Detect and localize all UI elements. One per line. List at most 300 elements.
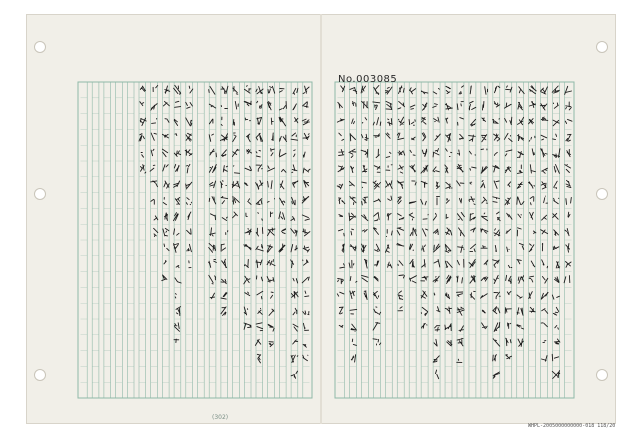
handwritten-character <box>434 244 441 252</box>
handwritten-character <box>245 292 250 296</box>
handwritten-character <box>541 117 548 120</box>
handwritten-character <box>280 135 287 141</box>
handwritten-character <box>481 181 485 188</box>
handwritten-character <box>221 292 227 299</box>
handwritten-character <box>433 149 439 157</box>
handwritten-character <box>446 293 450 299</box>
handwritten-character <box>340 264 345 268</box>
handwritten-character <box>269 342 273 347</box>
handwritten-character <box>232 181 240 188</box>
handwritten-character <box>518 276 524 284</box>
handwritten-character <box>387 213 391 220</box>
handwritten-character <box>293 88 298 94</box>
handwritten-character <box>457 259 464 267</box>
handwritten-character <box>457 181 464 186</box>
handwritten-character <box>209 197 216 204</box>
handwritten-character <box>279 117 286 126</box>
handwritten-character <box>291 133 298 140</box>
handwritten-character <box>553 120 559 126</box>
handwritten-character <box>541 182 546 189</box>
handwritten-character <box>245 118 250 121</box>
handwritten-character <box>485 87 488 95</box>
handwritten-character <box>386 133 390 138</box>
handwritten-character <box>388 119 392 126</box>
handwritten-character <box>256 87 263 94</box>
handwritten-character <box>458 118 464 126</box>
handwritten-character <box>481 213 487 221</box>
handwritten-character <box>162 149 167 157</box>
handwritten-character <box>303 355 308 361</box>
handwritten-character <box>303 260 309 265</box>
handwritten-character <box>494 292 500 299</box>
handwritten-character <box>457 164 463 172</box>
handwritten-character <box>293 340 298 344</box>
handwritten-character <box>446 228 452 235</box>
handwritten-character <box>470 244 476 251</box>
handwritten-character <box>505 167 510 173</box>
handwritten-character <box>279 244 285 252</box>
handwritten-character <box>175 294 176 298</box>
handwritten-character <box>445 324 451 331</box>
handwritten-character <box>433 89 439 94</box>
handwritten-character <box>221 105 227 108</box>
handwritten-character <box>256 133 263 141</box>
handwritten-character <box>541 149 548 157</box>
handwritten-character <box>541 323 547 327</box>
handwritten-character <box>352 101 356 106</box>
handwritten-character <box>268 102 272 110</box>
handwritten-character <box>341 86 345 92</box>
handwritten-character <box>373 291 378 298</box>
handwritten-character <box>529 136 535 141</box>
handwritten-character <box>445 307 451 314</box>
handwritten-character <box>542 260 548 268</box>
handwritten-character <box>422 133 426 141</box>
handwritten-character <box>174 229 179 235</box>
handwritten-character <box>267 277 274 283</box>
handwritten-character <box>517 165 522 173</box>
handwritten-character <box>244 276 250 284</box>
handwritten-character <box>361 150 368 158</box>
handwritten-character <box>445 261 452 267</box>
handwritten-character <box>421 291 427 298</box>
handwritten-character <box>271 292 274 298</box>
handwritten-character <box>553 307 558 315</box>
handwritten-character <box>423 214 428 219</box>
handwritten-character <box>506 338 511 346</box>
handwritten-character <box>164 244 169 251</box>
handwritten-character <box>388 262 392 268</box>
handwritten-character <box>409 119 415 125</box>
handwritten-character <box>244 323 251 329</box>
handwritten-character <box>458 150 460 155</box>
handwritten-character <box>186 102 193 108</box>
handwritten-character <box>446 214 448 218</box>
handwritten-character <box>542 309 548 314</box>
handwritten-character <box>409 213 414 220</box>
handwritten-character <box>337 119 344 122</box>
handwritten-character <box>209 243 216 252</box>
handwritten-character <box>291 291 298 298</box>
handwritten-character <box>566 134 571 141</box>
handwritten-character <box>529 292 533 299</box>
handwritten-character <box>469 197 475 205</box>
handwritten-character <box>233 196 240 204</box>
handwritten-character <box>232 149 239 156</box>
handwritten-character <box>271 149 275 156</box>
handwritten-character <box>364 259 367 268</box>
handwritten-character <box>339 325 343 327</box>
handwritten-character <box>374 307 381 315</box>
handwritten-character <box>435 134 441 140</box>
handwritten-character <box>567 149 571 156</box>
handwritten-character <box>176 307 181 316</box>
handwritten-character <box>542 215 547 220</box>
handwritten-character <box>258 308 262 314</box>
handwritten-character <box>517 228 521 236</box>
handwritten-character <box>388 196 392 200</box>
handwritten-character <box>566 262 572 268</box>
handwritten-character <box>531 261 535 267</box>
handwritten-character <box>174 181 180 187</box>
handwritten-character <box>174 85 181 94</box>
handwritten-character <box>470 214 475 221</box>
handwritten-character <box>565 119 572 123</box>
handwritten-character <box>140 102 144 106</box>
handwritten-character <box>174 323 179 332</box>
handwritten-character <box>421 118 426 125</box>
handwritten-character <box>350 309 357 314</box>
handwritten-character <box>412 181 416 185</box>
handwritten-character <box>386 181 393 189</box>
handwritten-character <box>517 197 524 205</box>
handwritten-character <box>339 307 343 314</box>
handwritten-character <box>471 228 476 232</box>
handwritten-character <box>436 370 439 379</box>
handwritten-character <box>446 182 452 188</box>
handwritten-character <box>422 149 427 156</box>
handwritten-character <box>508 265 511 267</box>
handwritten-character <box>375 261 379 266</box>
handwritten-character <box>544 196 548 203</box>
handwritten-character <box>493 166 499 173</box>
handwritten-character <box>303 311 309 315</box>
handwritten-character <box>375 244 380 251</box>
handwritten-character <box>543 341 546 343</box>
handwritten-character <box>568 212 570 217</box>
handwritten-character <box>245 166 252 171</box>
handwritten-character <box>362 197 368 205</box>
handwritten-character <box>552 295 559 299</box>
handwritten-character <box>433 104 438 108</box>
handwritten-character <box>552 354 559 361</box>
handwritten-character <box>349 260 354 268</box>
handwritten-character <box>459 198 461 203</box>
handwritten-character <box>484 260 488 265</box>
handwritten-character <box>517 308 523 316</box>
handwritten-character <box>222 150 227 157</box>
handwritten-character <box>186 198 191 205</box>
handwritten-character <box>292 165 297 173</box>
handwritten-character <box>268 181 273 189</box>
handwritten-character <box>410 105 415 109</box>
handwritten-character <box>362 182 367 188</box>
handwritten-character <box>493 372 499 378</box>
handwritten-character <box>292 197 296 204</box>
handwritten-character <box>268 166 275 171</box>
handwritten-character <box>233 212 238 218</box>
handwritten-character <box>233 133 236 142</box>
handwritten-character <box>459 228 465 236</box>
handwritten-character <box>151 149 154 156</box>
handwritten-character <box>303 344 306 347</box>
handwritten-character <box>267 199 274 203</box>
handwritten-character <box>352 339 356 345</box>
handwritten-character <box>421 165 428 173</box>
handwritten-character <box>518 134 524 140</box>
handwritten-character <box>481 229 488 234</box>
handwritten-character <box>470 167 476 170</box>
handwritten-character <box>446 133 451 141</box>
handwritten-character <box>422 260 426 268</box>
handwritten-character <box>362 118 366 123</box>
handwritten-character <box>303 102 309 108</box>
handwritten-character <box>399 86 405 94</box>
handwritten-character <box>247 134 251 142</box>
handwritten-character <box>210 149 217 157</box>
handwritten-character <box>457 338 463 346</box>
handwritten-character <box>362 275 369 281</box>
handwritten-character <box>482 323 488 329</box>
handwritten-character <box>409 202 416 204</box>
handwritten-character <box>258 213 263 221</box>
handwritten-character <box>398 101 405 109</box>
handwritten-character <box>435 326 440 332</box>
handwritten-character <box>221 307 226 316</box>
handwritten-character <box>293 278 298 283</box>
handwritten-character <box>554 198 559 204</box>
handwritten-character <box>362 215 368 221</box>
handwritten-character <box>433 167 440 172</box>
handwritten-character <box>222 217 227 220</box>
handwritten-character <box>209 134 213 141</box>
handwritten-character <box>460 134 464 139</box>
handwritten-character <box>386 230 392 237</box>
handwritten-character <box>151 181 158 187</box>
handwritten-character <box>386 165 392 171</box>
handwritten-character <box>421 307 427 315</box>
handwritten-character <box>338 102 343 108</box>
handwritten-character <box>291 217 295 221</box>
handwritten-character <box>244 245 251 250</box>
handwritten-character <box>361 86 365 93</box>
handwritten-character <box>458 246 464 253</box>
handwritten-character <box>303 246 309 252</box>
handwritten-character <box>446 149 452 157</box>
handwritten-character <box>279 150 286 157</box>
handwritten-character <box>410 165 416 172</box>
handwritten-character <box>373 118 381 126</box>
handwritten-character <box>350 197 356 205</box>
handwritten-character <box>508 182 511 187</box>
archive-id: WHPL-2005000000000-018 118/20 <box>528 423 616 429</box>
handwritten-character <box>398 291 403 299</box>
handwritten-character <box>423 103 427 110</box>
handwritten-character <box>244 307 248 315</box>
handwritten-character <box>494 229 500 236</box>
handwritten-character <box>303 152 305 157</box>
handwritten-character <box>244 101 251 106</box>
handwritten-character <box>279 102 286 110</box>
handwritten-character <box>421 276 428 281</box>
handwritten-character <box>233 120 234 126</box>
handwritten-character <box>272 133 274 140</box>
handwritten-character <box>303 86 309 94</box>
handwritten-character <box>175 198 180 205</box>
handwritten-character <box>220 180 226 187</box>
handwritten-character <box>186 182 192 189</box>
handwritten-character <box>433 213 436 220</box>
handwritten-character <box>221 279 227 284</box>
handwritten-character <box>529 182 535 188</box>
handwritten-character <box>481 149 487 150</box>
handwritten-character <box>349 181 354 186</box>
handwritten-character <box>494 102 499 107</box>
handwritten-character <box>457 292 463 296</box>
handwritten-character <box>529 119 534 124</box>
handwritten-character <box>398 117 404 125</box>
handwritten-character <box>304 180 309 187</box>
handwritten-character <box>566 180 571 187</box>
handwritten-character <box>495 246 496 252</box>
handwritten-character <box>188 212 191 220</box>
handwritten-character <box>257 354 260 363</box>
handwritten-character <box>554 181 558 188</box>
handwritten-character <box>530 307 536 312</box>
handwritten-character <box>470 275 475 283</box>
handwritten-character <box>233 166 239 174</box>
handwritten-character <box>373 228 378 235</box>
handwritten-character <box>282 169 287 172</box>
handwritten-character <box>338 279 344 284</box>
handwritten-character <box>185 150 192 156</box>
handwritten-character <box>459 86 464 94</box>
handwritten-character <box>518 117 524 124</box>
handwritten-character <box>493 119 500 124</box>
handwritten-character <box>421 199 427 205</box>
handwritten-character <box>433 356 439 362</box>
handwritten-character <box>267 260 275 266</box>
handwritten-character <box>552 86 559 93</box>
handwritten-character <box>397 181 403 189</box>
handwritten-character <box>410 150 415 155</box>
handwritten-character <box>351 166 354 172</box>
handwritten-character <box>398 261 403 266</box>
handwritten-character <box>141 165 146 174</box>
handwritten-character <box>305 291 309 297</box>
handwritten-character <box>291 244 297 252</box>
handwritten-character <box>554 165 559 174</box>
handwritten-character <box>505 308 511 314</box>
handwritten-character <box>256 199 262 205</box>
handwritten-character <box>471 119 476 126</box>
handwritten-character <box>295 118 298 123</box>
handwritten-character <box>246 213 247 217</box>
handwritten-character <box>151 104 157 111</box>
handwritten-character <box>494 275 499 283</box>
handwritten-character <box>350 291 355 299</box>
handwritten-character <box>163 197 166 204</box>
handwritten-character <box>398 151 405 155</box>
grid-frame <box>335 82 574 398</box>
handwritten-character <box>493 339 500 347</box>
handwritten-character <box>410 228 416 236</box>
handwritten-character <box>518 339 523 347</box>
handwritten-character <box>554 230 559 236</box>
handwritten-character <box>541 87 548 94</box>
handwritten-character <box>256 150 261 157</box>
handwritten-character <box>518 214 521 218</box>
handwritten-character <box>233 86 238 94</box>
handwritten-character <box>553 213 559 219</box>
handwritten-character <box>483 102 484 111</box>
handwritten-character <box>481 246 487 249</box>
handwritten-character <box>470 291 475 299</box>
handwritten-character <box>374 166 380 173</box>
handwritten-character <box>437 196 440 204</box>
handwritten-character <box>374 86 379 95</box>
handwritten-character <box>271 212 273 217</box>
handwritten-character <box>518 102 523 110</box>
page-number: (302) <box>212 414 229 421</box>
handwritten-character <box>530 86 537 94</box>
handwritten-character <box>280 89 285 93</box>
handwritten-character <box>505 198 511 205</box>
handwritten-character <box>552 371 559 379</box>
handwritten-character <box>529 276 534 282</box>
handwritten-character <box>342 244 344 252</box>
handwritten-character <box>364 291 367 300</box>
handwritten-character <box>564 276 570 283</box>
handwritten-character <box>410 276 417 283</box>
handwritten-character <box>397 228 403 235</box>
handwritten-character <box>506 355 512 359</box>
handwritten-character <box>339 215 343 217</box>
handwritten-character <box>257 101 262 108</box>
handwritten-character <box>209 104 215 108</box>
handwritten-character <box>175 101 181 107</box>
handwritten-character <box>457 212 464 220</box>
handwritten-character <box>271 118 273 124</box>
handwritten-character <box>209 275 216 284</box>
handwritten-character <box>189 261 191 268</box>
handwritten-character <box>508 323 511 328</box>
handwritten-character <box>303 168 310 173</box>
handwritten-character <box>279 212 285 220</box>
handwritten-character <box>399 275 405 278</box>
handwritten-character <box>187 244 192 251</box>
handwritten-character <box>529 102 535 108</box>
handwritten-character <box>221 117 222 125</box>
handwritten-character <box>174 119 177 125</box>
handwritten-character <box>493 260 500 268</box>
handwritten-character <box>517 325 524 329</box>
handwritten-character <box>351 355 355 362</box>
handwritten-character <box>244 86 251 94</box>
handwritten-character <box>481 166 487 173</box>
handwritten-character <box>338 229 344 236</box>
handwritten-character <box>494 181 499 189</box>
